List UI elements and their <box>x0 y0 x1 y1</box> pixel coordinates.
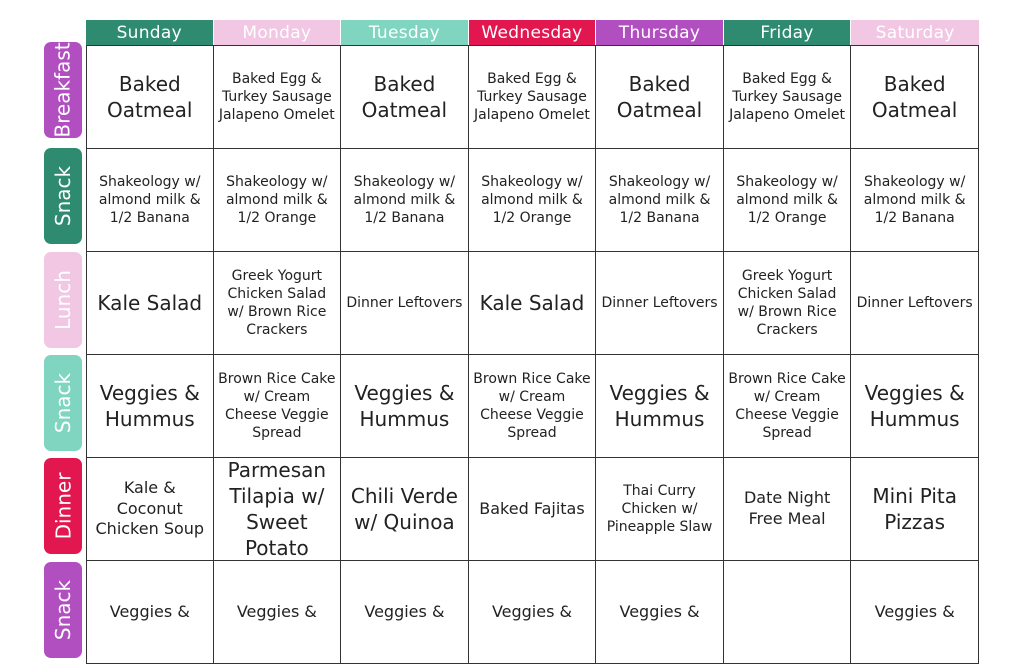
meal-cell: Brown Rice Cake w/ Cream Cheese Veggie Spread <box>724 355 852 457</box>
row-label-text: Dinner <box>51 472 75 540</box>
row-label-snack <box>44 148 82 244</box>
meal-cell: Veggies & <box>341 561 469 663</box>
row-label-text: Snack <box>51 165 75 227</box>
meal-cell: Brown Rice Cake w/ Cream Cheese Veggie Spread <box>214 355 342 457</box>
meal-cell: Veggies & Hummus <box>596 355 724 457</box>
meal-cell: Brown Rice Cake w/ Cream Cheese Veggie Spread <box>469 355 597 457</box>
day-header-wednesday: Wednesday <box>469 20 597 45</box>
meal-cell: Kale Salad <box>86 252 214 354</box>
meal-cell: Parmesan Tilapia w/ Sweet Potato <box>214 458 342 560</box>
meal-cell: Baked Oatmeal <box>341 46 469 148</box>
meal-cell <box>724 561 852 663</box>
meal-cell: Baked Egg & Turkey Sausage Jalapeno Omelet <box>724 46 852 148</box>
row-label-text: Breakfast <box>51 42 75 138</box>
meal-cell: Thai Curry Chicken w/ Pineapple Slaw <box>596 458 724 560</box>
row-label-breakfast <box>44 42 82 138</box>
meal-cell: Shakeology w/ almond milk & 1/2 Orange <box>214 149 342 251</box>
meal-cell: Shakeology w/ almond milk & 1/2 Banana <box>341 149 469 251</box>
meal-cell: Dinner Leftovers <box>341 252 469 354</box>
meal-cell: Shakeology w/ almond milk & 1/2 Orange <box>469 149 597 251</box>
meal-cell: Veggies & <box>86 561 214 663</box>
meal-plan-grid <box>86 20 979 664</box>
meal-cell: Veggies & Hummus <box>851 355 979 457</box>
meal-grid-body <box>86 45 979 664</box>
meal-cell: Mini Pita Pizzas <box>851 458 979 560</box>
meal-cell: Baked Egg & Turkey Sausage Jalapeno Omelet <box>469 46 597 148</box>
meal-cell: Shakeology w/ almond milk & 1/2 Banana <box>86 149 214 251</box>
day-header-saturday: Saturday <box>851 20 979 45</box>
meal-row <box>86 458 979 561</box>
day-header-sunday: Sunday <box>86 20 214 45</box>
meal-row <box>86 561 979 664</box>
day-header-row <box>86 20 979 45</box>
meal-cell: Chili Verde w/ Quinoa <box>341 458 469 560</box>
day-header-friday: Friday <box>724 20 852 45</box>
meal-row <box>86 252 979 355</box>
meal-cell: Baked Oatmeal <box>851 46 979 148</box>
meal-cell: Veggies & <box>596 561 724 663</box>
meal-cell: Dinner Leftovers <box>851 252 979 354</box>
day-header-tuesday: Tuesday <box>341 20 469 45</box>
meal-cell: Date Night Free Meal <box>724 458 852 560</box>
meal-cell: Baked Oatmeal <box>596 46 724 148</box>
meal-cell: Shakeology w/ almond milk & 1/2 Banana <box>851 149 979 251</box>
row-label-snack <box>44 355 82 451</box>
meal-cell: Dinner Leftovers <box>596 252 724 354</box>
meal-cell: Veggies & Hummus <box>86 355 214 457</box>
meal-cell: Veggies & <box>469 561 597 663</box>
meal-cell: Baked Oatmeal <box>86 46 214 148</box>
meal-cell: Shakeology w/ almond milk & 1/2 Orange <box>724 149 852 251</box>
meal-cell: Kale & Coconut Chicken Soup <box>86 458 214 560</box>
meal-cell: Baked Fajitas <box>469 458 597 560</box>
meal-row <box>86 46 979 149</box>
meal-cell: Baked Egg & Turkey Sausage Jalapeno Omelet <box>214 46 342 148</box>
meal-cell: Veggies & Hummus <box>341 355 469 457</box>
meal-cell: Veggies & <box>214 561 342 663</box>
meal-cell: Shakeology w/ almond milk & 1/2 Banana <box>596 149 724 251</box>
meal-cell: Greek Yogurt Chicken Salad w/ Brown Rice Crackers <box>214 252 342 354</box>
row-label-text: Snack <box>51 372 75 434</box>
meal-cell: Kale Salad <box>469 252 597 354</box>
meal-row <box>86 149 979 252</box>
row-label-text: Lunch <box>51 270 76 330</box>
row-label-lunch <box>44 252 82 348</box>
meal-cell: Greek Yogurt Chicken Salad w/ Brown Rice Crackers <box>724 252 852 354</box>
day-header-monday: Monday <box>214 20 342 45</box>
row-label-snack <box>44 562 82 658</box>
day-header-thursday: Thursday <box>596 20 724 45</box>
meal-row <box>86 355 979 458</box>
row-label-text: Snack <box>51 579 75 641</box>
row-label-dinner <box>44 458 82 554</box>
meal-cell: Veggies & <box>851 561 979 663</box>
